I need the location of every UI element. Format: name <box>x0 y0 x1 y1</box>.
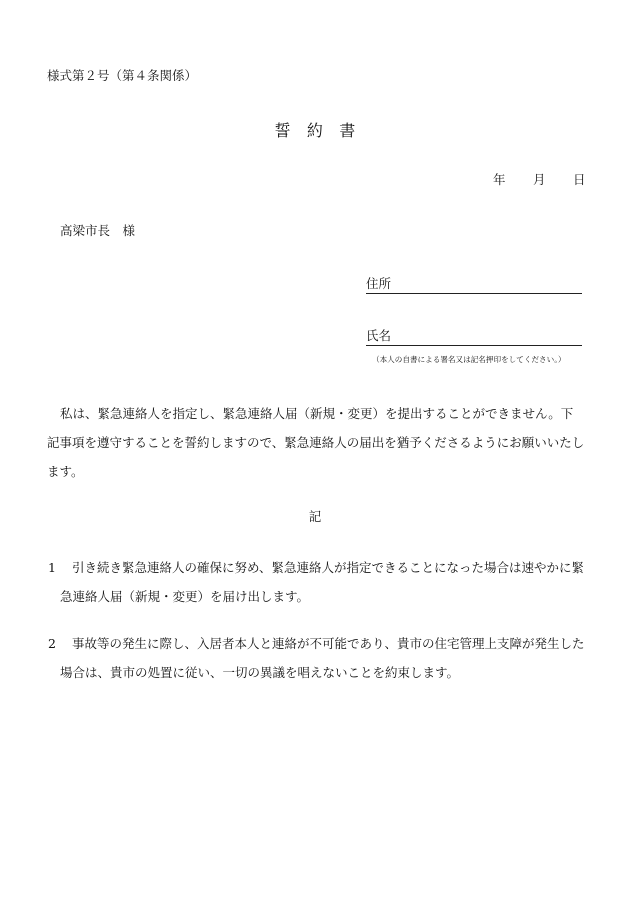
list-item <box>48 553 588 611</box>
document-title: 誓 約 書 <box>274 121 356 140</box>
addressee: 高梁市長 様 <box>60 223 136 238</box>
address-field <box>366 274 582 294</box>
date-line <box>493 170 586 188</box>
date-day: 日 <box>573 172 586 187</box>
signature-note: （本人の自書による署名又は記名押印をしてください。） <box>372 355 566 364</box>
item-text: 引き続き緊急連絡人の確保に努め、緊急連絡人が指定できることになった場合は速やかに緊急連絡人届（新規・変更）を届け出します。 <box>60 560 585 604</box>
ki-heading: 記 <box>308 509 322 524</box>
form-number: 様式第２号（第４条関係） <box>47 68 198 83</box>
address-label: 住所 <box>366 276 392 291</box>
date-month: 月 <box>533 172 546 187</box>
item-number: 1 <box>48 560 56 575</box>
name-field <box>366 326 582 346</box>
date-year: 年 <box>493 172 506 187</box>
list-item <box>48 629 588 687</box>
item-number: 2 <box>48 636 56 651</box>
body-paragraph: 私は、緊急連絡人を指定し、緊急連絡人届（新規・変更）を提出することができません。下記事項を遵守することを誓約しますので、緊急連絡人の届出を猶予くださるようにお願いいたします。 <box>47 406 585 479</box>
item-text: 事故等の発生に際し、入居者本人と連絡が不可能であり、貴市の住宅管理上支障が発生した場合は、貴市の処置に従い、一切の異議を唱えないことを約束します。 <box>60 636 585 680</box>
name-label: 氏名 <box>366 328 392 343</box>
